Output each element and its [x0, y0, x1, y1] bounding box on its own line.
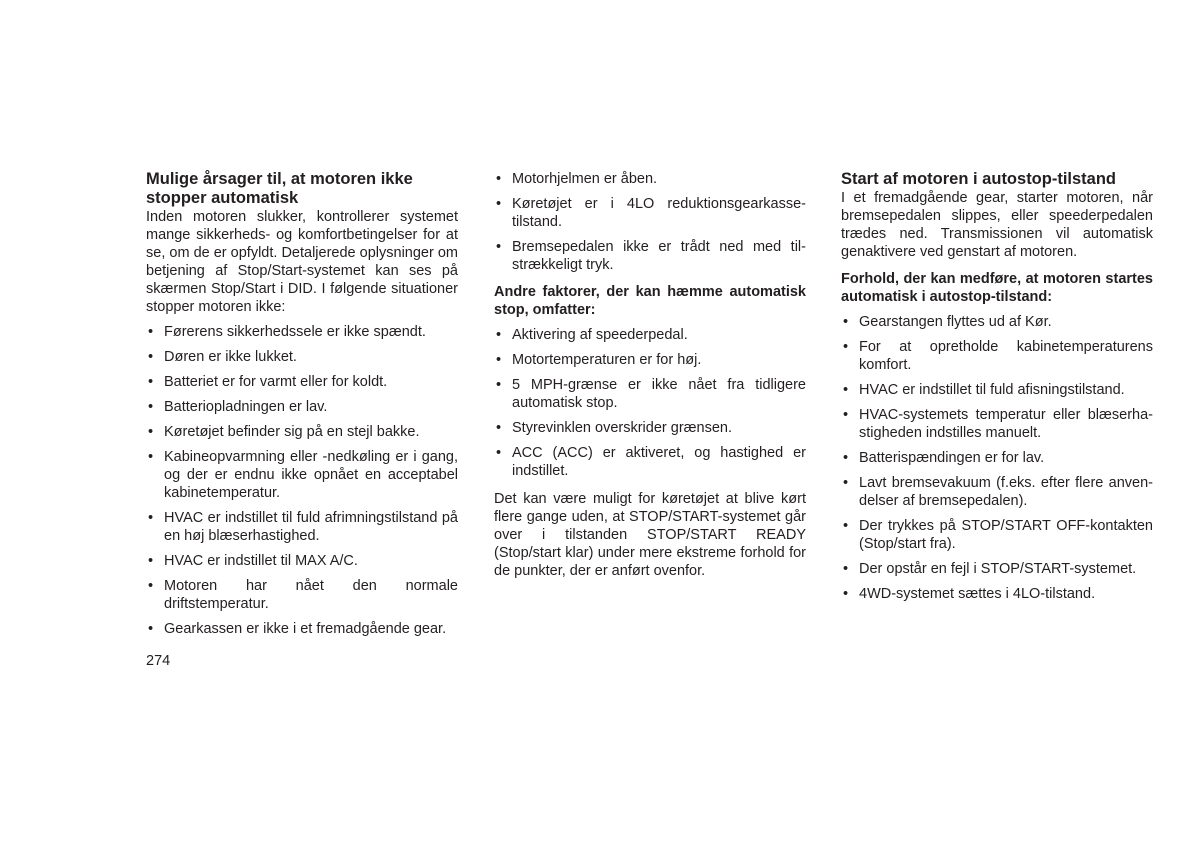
- bullet-icon: •: [496, 352, 502, 368]
- bullet-icon: •: [496, 171, 502, 187]
- list-item: • HVAC er indstillet til fuld afrimningstilstand på en høj blæserhastighed.: [148, 510, 458, 544]
- bullet-icon: •: [148, 621, 154, 637]
- column-left: [146, 170, 458, 638]
- page-number: 274: [146, 653, 171, 669]
- list-item: • Batteriopladningen er lav.: [148, 399, 328, 415]
- bullet-icon: •: [843, 314, 849, 330]
- bullet-list-stop-reasons: [146, 323, 458, 638]
- list-item: • Lavt bremsevakuum (f.eks. efter flere anvendelser af bremsepedalen).: [843, 475, 1153, 509]
- list-item: • Batterispændingen er for lav.: [843, 450, 1045, 466]
- list-item: • Motortemperaturen er for høj.: [496, 352, 702, 368]
- column-right: [841, 170, 1153, 603]
- bullet-icon: •: [148, 399, 154, 415]
- bullet-icon: •: [843, 518, 849, 534]
- list-item: • Motoren har nået den normale driftstemperatur.: [148, 578, 458, 612]
- list-item: • Motorhjelmen er åben.: [496, 171, 658, 187]
- closing-paragraph: Det kan være muligt for køretøjet at blive kørt flere gange uden, at STOP/START-systemet går over i tilstanden STOP/START READY (Stop/start klar) under mere ekstreme forhold for de punkter, der er anført ovenfor.: [494, 491, 806, 579]
- bullet-icon: •: [843, 382, 849, 398]
- bullet-icon: •: [843, 475, 849, 491]
- bullet-icon: •: [148, 578, 154, 594]
- bullet-icon: •: [843, 407, 849, 423]
- list-item: • Der opstår en fejl i STOP/START-systemet.: [843, 561, 1137, 577]
- list-item: • Køretøjet befinder sig på en stejl bakke.: [148, 424, 420, 440]
- bullet-list-other-factors: [494, 326, 806, 480]
- list-item: • For at opretholde kabinetemperaturens komfort.: [843, 339, 1153, 373]
- bullet-list-stop-reasons-continued: [494, 170, 806, 274]
- bullet-icon: •: [148, 424, 154, 440]
- list-item: • Gearstangen flyttes ud af Kør.: [843, 314, 1052, 330]
- list-item: • ACC (ACC) er aktiveret, og hastighed er indstillet.: [496, 445, 806, 479]
- list-item: • Døren er ikke lukket.: [148, 349, 297, 365]
- bullet-icon: •: [148, 374, 154, 390]
- list-item: • Bremsepedalen ikke er trådt ned med tilstrækkeligt tryk.: [496, 239, 806, 273]
- bullet-icon: •: [843, 450, 849, 466]
- list-item: • Køretøjet er i 4LO reduktionsgearkasse-tilstand.: [496, 196, 806, 230]
- intro-paragraph: I et fremadgående gear, starter motoren, når bremsepedalen slippes, eller speederpedalen trædes ned. Transmissionen vil automatisk genaktivere ved genstart af motoren.: [841, 190, 1153, 260]
- list-item: • Aktivering af speederpedal.: [496, 327, 688, 343]
- bullet-icon: •: [843, 586, 849, 602]
- bullet-icon: •: [148, 349, 154, 365]
- bullet-icon: •: [148, 510, 154, 526]
- column-middle: [494, 170, 806, 580]
- list-item: • Gearkassen er ikke i et fremadgående gear.: [148, 621, 447, 637]
- list-item: • 4WD-systemet sættes i 4LO-tilstand.: [843, 586, 1096, 602]
- list-item: • 5 MPH-grænse er ikke nået fra tidligere automatisk stop.: [496, 377, 806, 411]
- bullet-icon: •: [496, 196, 502, 212]
- list-item: • Styrevinklen overskrider grænsen.: [496, 420, 733, 436]
- section-heading-autostop-start: Start af motoren i autostop-tilstand: [841, 170, 1117, 188]
- bullet-icon: •: [496, 377, 502, 393]
- list-item: • Førerens sikkerhedssele er ikke spændt.: [148, 324, 426, 340]
- bullet-icon: •: [496, 420, 502, 436]
- bullet-icon: •: [496, 445, 502, 461]
- bullet-icon: •: [496, 239, 502, 255]
- bullet-icon: •: [496, 327, 502, 343]
- list-item: • Der trykkes på STOP/START OFF-kontakten (Stop/start fra).: [843, 518, 1153, 552]
- list-item: • HVAC er indstillet til fuld afisningstilstand.: [843, 382, 1125, 398]
- bullet-icon: •: [148, 553, 154, 569]
- bullet-icon: •: [148, 324, 154, 340]
- bullet-icon: •: [843, 561, 849, 577]
- bullet-icon: •: [843, 339, 849, 355]
- intro-paragraph: Inden motoren slukker, kontrollerer systemet mange sikkerheds- og komfortbetingelser for at se, om de er opfyldt. Detaljerede oplysninger om betjening af Stop/Start-systemet kan ses på skærmen Stop/Start i DID. I følgende situationer stopper motoren ikke:: [146, 209, 458, 315]
- section-heading-stop-reasons: Mulige årsager til, at motoren ikke stopper automatisk: [146, 170, 413, 207]
- subheading-restart-conditions: Forhold, der kan medføre, at motoren startes automatisk i autostop-tilstand:: [841, 271, 1153, 305]
- list-item: • HVAC er indstillet til MAX A/C.: [148, 553, 358, 569]
- bullet-icon: •: [148, 449, 154, 465]
- list-item: • Batteriet er for varmt eller for koldt.: [148, 374, 388, 390]
- list-item: • Kabineopvarmning eller -nedkøling er i gang, og der er endnu ikke opnået en acceptabel kabinetemperatur.: [148, 449, 458, 501]
- subheading-other-factors: Andre faktorer, der kan hæmme automatisk stop, omfatter:: [494, 284, 806, 318]
- bullet-list-restart-conditions: [841, 313, 1153, 603]
- list-item: • HVAC-systemets temperatur eller blæserhastigheden indstilles manuelt.: [843, 407, 1153, 441]
